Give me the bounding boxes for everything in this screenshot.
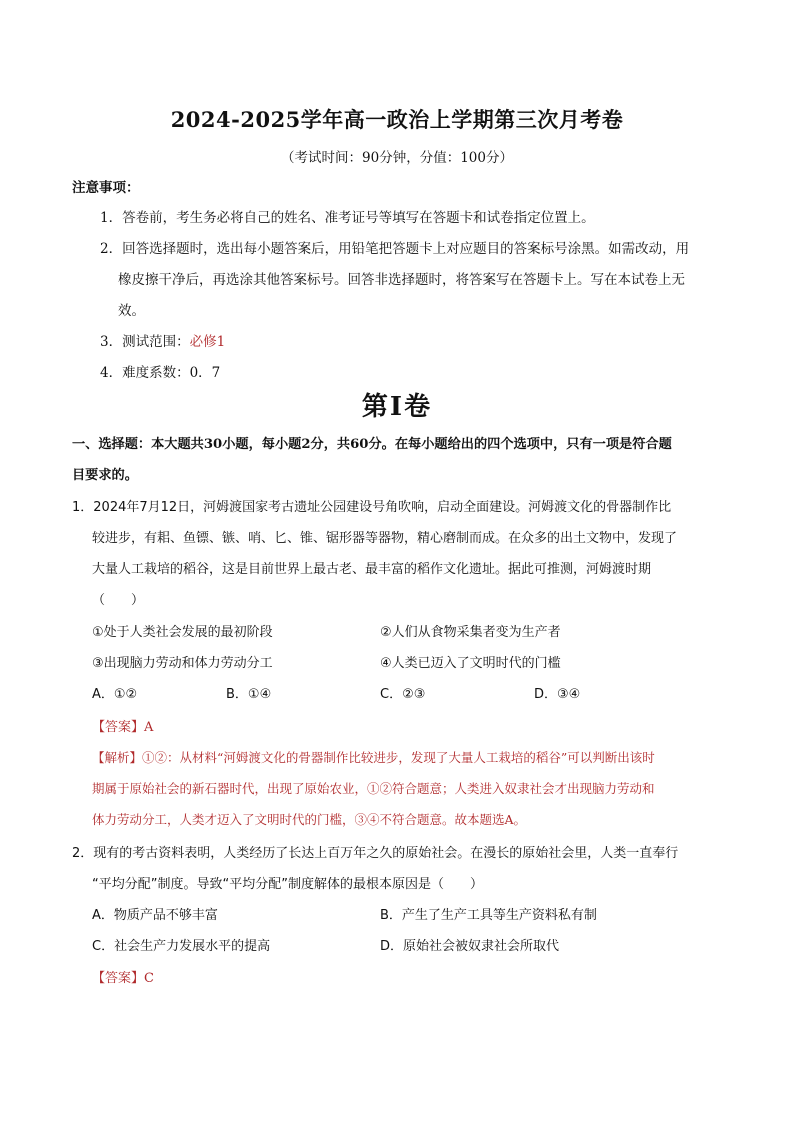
q1-stem-line-4: （ ） <box>92 593 145 608</box>
notice-item-1: 1．答卷前，考生务必将自己的姓名、准考证号等填写在答题卡和试卷指定位置上。 <box>100 210 595 226</box>
q1-option-2: ②人们从食物采集者变为生产者 <box>380 625 561 640</box>
q2-choice-a: A．物质产品不够丰富 <box>92 908 218 923</box>
notice-item-2-line-1: 2．回答选择题时，选出每小题答案后，用铅笔把答题卡上对应题目的答案标号涂黑。如需改动，用 <box>100 241 690 257</box>
notice-item-3-label: 3．测试范围： <box>100 334 190 350</box>
q2-stem-line-2: “平均分配”制度。导致“平均分配”制度解体的最根本原因是（ ） <box>92 877 483 892</box>
q1-stem-line-2: 较进步，有耜、鱼镖、镞、哨、匕、锥、锯形器等器物，精心磨制而成。在众多的出土文物中，发现了 <box>92 531 678 546</box>
notice-heading: 注意事项： <box>72 180 140 196</box>
exam-subtitle: （考试时间：90分钟，分值：100分） <box>281 150 513 166</box>
q1-analysis-line-3: 体力劳动分工，人类才迈入了文明时代的门槛，③④不符合题意。故本题选A。 <box>92 812 527 827</box>
q1-option-3: ③出现脑力劳动和体力劳动分工 <box>92 656 273 671</box>
q1-choice-c: C．②③ <box>380 687 426 702</box>
q2-stem-line-1: 2．现有的考古资料表明，人类经历了长达上百万年之久的原始社会。在漫长的原始社会里，人类一直奉行 <box>72 846 679 861</box>
notice-item-3-scope: 必修1 <box>189 334 226 350</box>
q1-choice-d: D．③④ <box>534 687 581 702</box>
notice-item-3 <box>100 330 225 350</box>
q1-answer: 【答案】A <box>92 720 154 735</box>
part1-instructions-line-1: 一、选择题：本大题共30小题，每小题2分，共60分。在每小题给出的四个选项中，只有一项是符合题 <box>72 437 672 452</box>
q1-choice-a: A．①② <box>92 687 138 702</box>
q1-choice-b: B．①④ <box>226 687 272 702</box>
q1-stem-line-1: 1．2024年7月12日，河姆渡国家考古遗址公园建设号角吹响，启动全面建设。河姆渡文化的骨器制作比 <box>72 500 672 515</box>
q1-analysis-line-2: 期属于原始社会的新石器时代，出现了原始农业，①②符合题意；人类进入奴隶社会才出现脑力劳动和 <box>92 781 655 796</box>
q2-choice-b: B．产生了生产工具等生产资料私有制 <box>380 908 597 923</box>
q1-analysis-line-1: 【解析】①②：从材料“河姆渡文化的骨器制作比较进步，发现了大量人工栽培的稻谷”可以判断出该时 <box>92 750 655 765</box>
q1-stem-line-3: 大量人工栽培的稻谷，这是目前世界上最古老、最丰富的稻作文化遗址。据此可推测，河姆渡时期 <box>92 562 652 577</box>
q1-option-4: ④人类已迈入了文明时代的门槛 <box>380 656 561 671</box>
exam-title: 2024-2025学年高一政治上学期第三次月考卷 <box>170 107 624 132</box>
q2-choice-c: C．社会生产力发展水平的提高 <box>92 939 271 954</box>
part1-instructions-line-2: 目要求的。 <box>72 468 138 483</box>
q1-option-1: ①处于人类社会发展的最初阶段 <box>92 625 273 640</box>
q2-choice-d: D．原始社会被奴隶社会所取代 <box>380 939 560 954</box>
notice-item-2-line-3: 效。 <box>118 303 145 319</box>
section-title: 第Ⅰ卷 <box>361 392 433 422</box>
q2-answer: 【答案】C <box>92 971 154 986</box>
notice-item-4: 4．难度系数：0．7 <box>100 365 221 381</box>
notice-item-2-line-2: 橡皮擦干净后，再选涂其他答案标号。回答非选择题时，将答案写在答题卡上。写在本试卷上无 <box>118 272 685 288</box>
